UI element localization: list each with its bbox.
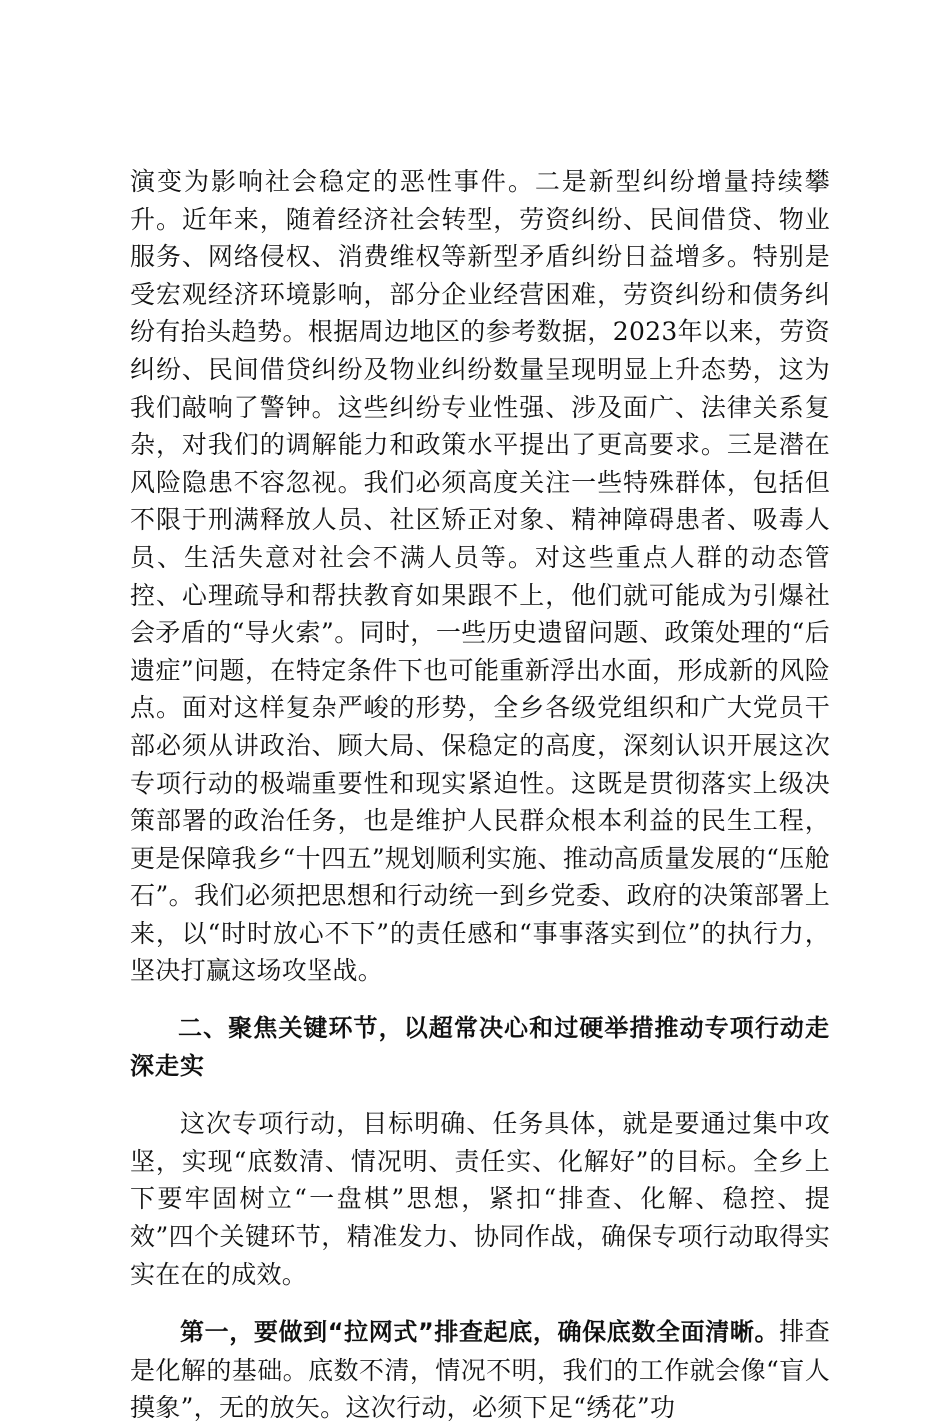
body-paragraph — [130, 1313, 830, 1427]
body-paragraph: 这次专项行动，目标明确、任务具体，就是要通过集中攻坚，实现“底数清、情况明、责任实、化解好”的目标。全乡上下要牢固树立“一盘棋”思想，紧扣“排查、化解、稳控、提效”四个关键环节，精准发力、协同作战，确保专项行动取得实实在在的成效。 — [130, 1109, 830, 1289]
section-heading: 二、聚焦关键环节，以超常决心和过硬举措推动专项行动走深走实 — [130, 1014, 830, 1080]
paragraph-body-text: 排查是化解的基础。底数不清，情况不明，我们的工作就会像“盲人摸象”，无的放矢。这次行动，必须下足“绣花”功 — [130, 1317, 830, 1423]
document-body — [130, 163, 830, 1427]
body-paragraph: 演变为影响社会稳定的恶性事件。二是新型纠纷增量持续攀升。近年来，随着经济社会转型，劳资纠纷、民间借贷、物业服务、网络侵权、消费维权等新型矛盾纠纷日益增多。特别是受宏观经济环境影响，部分企业经营困难，劳资纠纷和债务纠纷有抬头趋势。根据周边地区的参考数据，2023年以来，劳资纠纷、民间借贷纠纷及物业纠纷数量呈现明显上升态势，这为我们敲响了警钟。这些纠纷专业性强、涉及面广、法律关系复杂，对我们的调解能力和政策水平提出了更高要求。三是潜在风险隐患不容忽视。我们必须高度关注一些特殊群体，包括但不限于刑满释放人员、社区矫正对象、精神障碍患者、吸毒人员、生活失意对社会不满人员等。对这些重点人群的动态管控、心理疏导和帮扶教育如果跟不上，他们就可能成为引爆社会矛盾的“导火索”。同时，一些历史遗留问题、政策处理的“后遗症”问题，在特定条件下也可能重新浮出水面，形成新的风险点。面对这样复杂严峻的形势，全乡各级党组织和广大党员干部必须从讲政治、顾大局、保稳定的高度，深刻认识开展这次专项行动的极端重要性和现实紧迫性。这既是贯彻落实上级决策部署的政治任务，也是维护人民群众根本利益的民生工程，更是保障我乡“十四五”规划顺利实施、推动高质量发展的“压舱石”。我们必须把思想和行动统一到乡党委、政府的决策部署上来，以“时时放心不下”的责任感和“事事落实到位”的执行力，坚决打赢这场攻坚战。 — [130, 167, 830, 986]
paragraph-lead-sentence: 第一，要做到“拉网式”排查起底，确保底数全面清晰。 — [180, 1318, 780, 1347]
